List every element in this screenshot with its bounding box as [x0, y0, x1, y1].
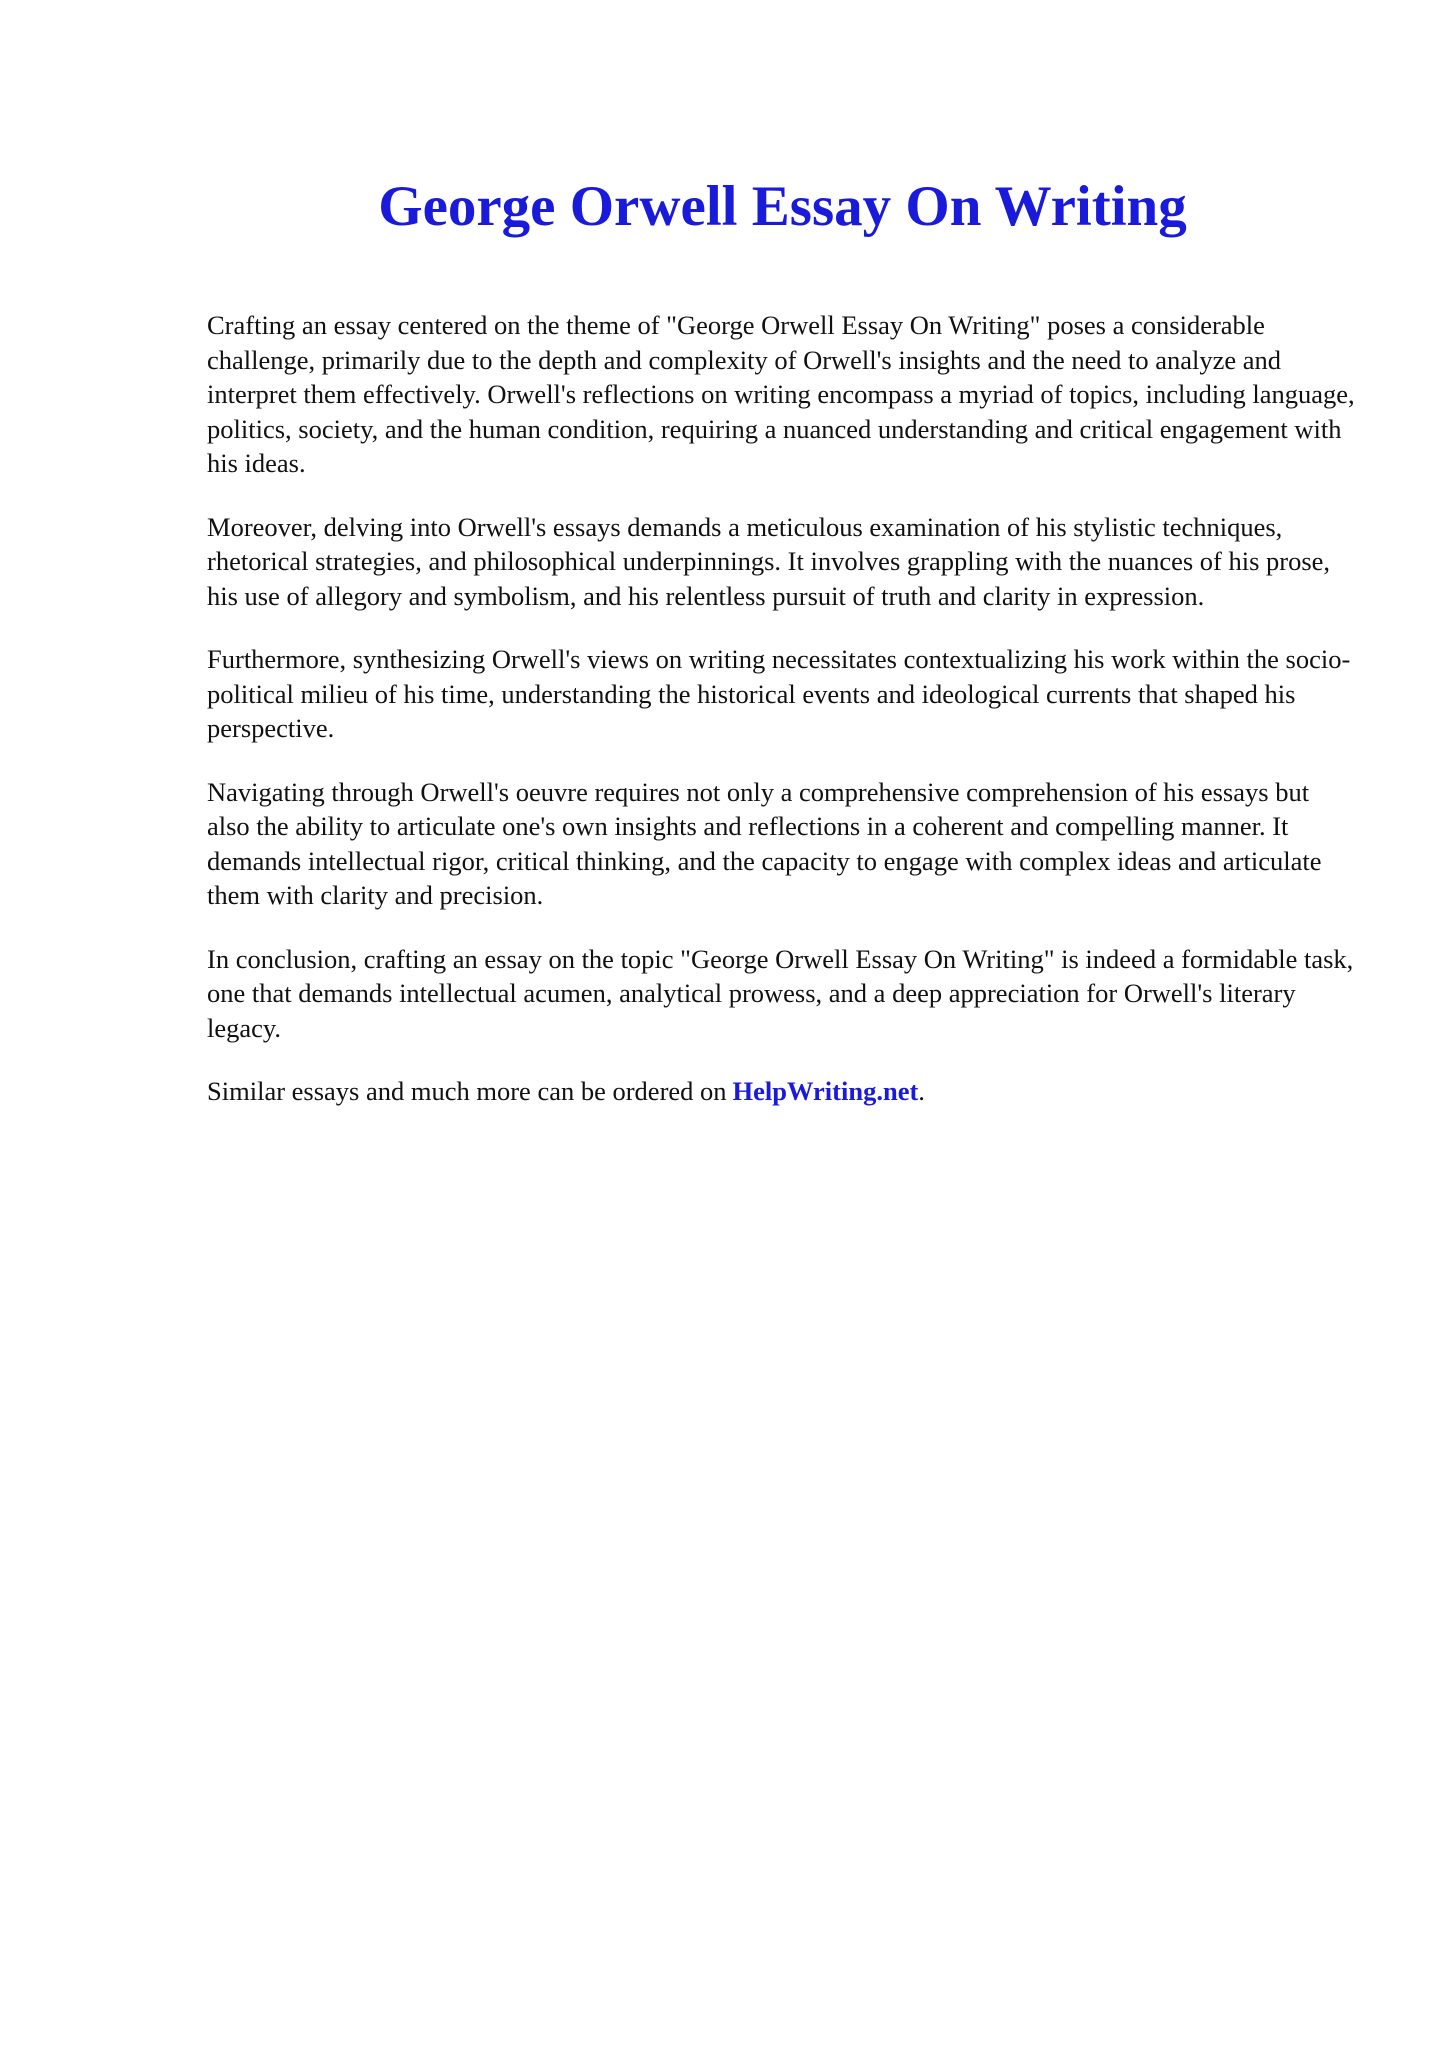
helpwriting-link[interactable]: HelpWriting.net — [732, 1076, 919, 1106]
footer-suffix: . — [918, 1076, 925, 1106]
page-title: George Orwell Essay On Writing — [378, 175, 1187, 238]
paragraph-3: Furthermore, synthesizing Orwell's views on writing necessitates contextualizing his work within the socio-political milieu of his time, understanding the historical events and ideological currents that shaped his perspective. — [207, 644, 1351, 743]
paragraph-5: In conclusion, crafting an essay on the topic "George Orwell Essay On Writing" is indeed a formidable task, one that demands intellectual acumen, analytical prowess, and a deep appreciation for Orwell's literary legacy. — [207, 943, 1354, 1043]
footer-text: Similar essays and much more can be ordered on — [207, 1076, 727, 1106]
paragraph-2: Moreover, delving into Orwell's essays demands a meticulous examination of his stylistic techniques, rhetorical strategies, and philosophical underpinnings. It involves grappling with the nuances of his prose, his use of allegory and symbolism, and his relentless pursuit of truth and clarity in expression. — [207, 511, 1331, 611]
paragraph-4: Navigating through Orwell's oeuvre requires not only a comprehensive comprehension of his essays but also the ability to articulate one's own insights and reflections in a coherent and compelling manner. It demands intellectual rigor, critical thinking, and the capacity to engage with complex ideas and articulate them with clarity and precision. — [207, 776, 1322, 910]
paragraph-1: Crafting an essay centered on the theme of "George Orwell Essay On Writing" poses a considerable challenge, primarily due to the depth and complexity of Orwell's insights and the need to analyze and interpret them effectively. Orwell's reflections on writing encompass a myriad of topics, including language, politics, society, and the human condition, requiring a nuanced understanding and critical engagement with his ideas. — [207, 310, 1355, 478]
footer-line — [207, 1074, 1357, 1109]
essay-body — [207, 308, 1357, 1138]
